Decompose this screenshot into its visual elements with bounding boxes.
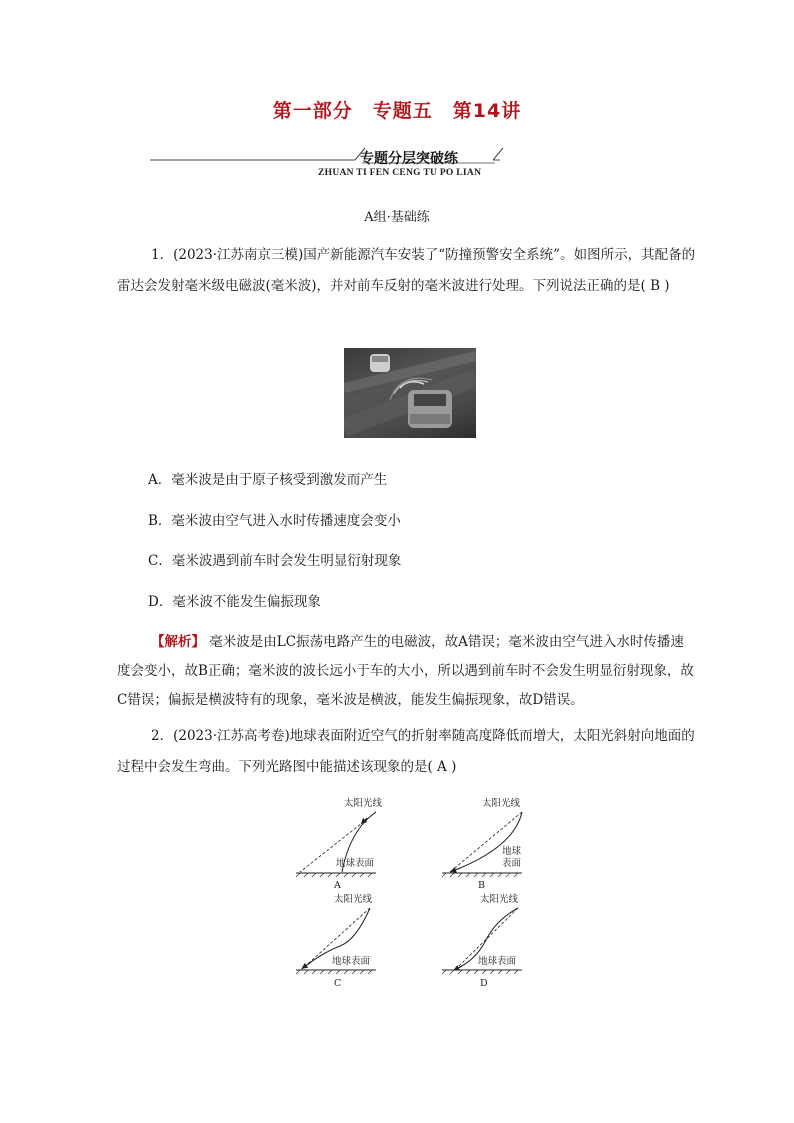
- section-title: 专题分层突破练: [360, 151, 458, 167]
- diagram-d-ground-label: 地球表面: [478, 956, 517, 967]
- group-label: A组·基础练: [364, 210, 430, 225]
- diagram-c-ground-label: 地球表面: [332, 956, 371, 967]
- diagram-d-sun-label: 太阳光线: [480, 894, 519, 905]
- analysis-text: 毫米波是由LC振荡电路产生的电磁波，故A错误；毫米波由空气进入水时传播速度会变小，故B正确；毫米波的波长远小于车的大小，所以遇到前车时不会发生明显衍射现象，故C错误；偏振是横波特有的现象，毫米波是横波，能发生偏振现象，故D错误。: [117, 634, 694, 708]
- section-subtitle: ZHUAN TI FEN CENG TU PO LIAN: [318, 168, 482, 178]
- diagram-a: [296, 797, 383, 891]
- option-c: C．毫米波遇到前车时会发生明显衍射现象: [148, 553, 402, 569]
- option-a: A．毫米波是由于原子核受到激发而产生: [148, 472, 388, 488]
- analysis-tag: 【解析】: [151, 634, 205, 650]
- diagram-b-ground-label-2: 表面: [502, 858, 522, 869]
- diagram-b: [442, 797, 522, 891]
- diagram-d-label: D: [480, 978, 488, 989]
- analysis: [117, 628, 697, 715]
- diagram-c-label: C: [334, 978, 342, 989]
- diagram-a-sun-label: 太阳光线: [344, 798, 383, 809]
- option-b: B．毫米波由空气进入水时传播速度会变小: [148, 513, 401, 529]
- diagram-c: [296, 893, 376, 989]
- radar-car-photo: [344, 348, 476, 438]
- question-1-stem: 1．(2023·江苏南京三模)国产新能源汽车安装了“防撞预警安全系统”。如图所示，其配备的雷达会发射毫米级电磁波(毫米波)，并对前车反射的毫米波进行处理。下列说法正确的是( B ): [117, 247, 696, 294]
- diagram-b-sun-label: 太阳光线: [482, 798, 521, 809]
- question-2-stem: 2．(2023·江苏高考卷)地球表面附近空气的折射率随高度降低而增大，太阳光斜射向地面的过程中会发生弯曲。下列光路图中能描述该现象的是( A ): [117, 728, 695, 775]
- diagram-b-ground-label-1: 地球: [502, 846, 522, 857]
- page-title: 第一部分 专题五 第14讲: [272, 100, 522, 122]
- light-path-diagrams: [290, 790, 540, 990]
- diagram-a-ground-label: 地球表面: [336, 858, 375, 869]
- diagram-b-label: B: [478, 880, 485, 891]
- diagram-c-sun-label: 太阳光线: [334, 894, 373, 905]
- diagram-a-label: A: [334, 880, 341, 891]
- option-d: D．毫米波不能发生偏振现象: [148, 594, 321, 610]
- radar-car-illustration: [344, 348, 476, 438]
- diagram-d: [442, 893, 522, 989]
